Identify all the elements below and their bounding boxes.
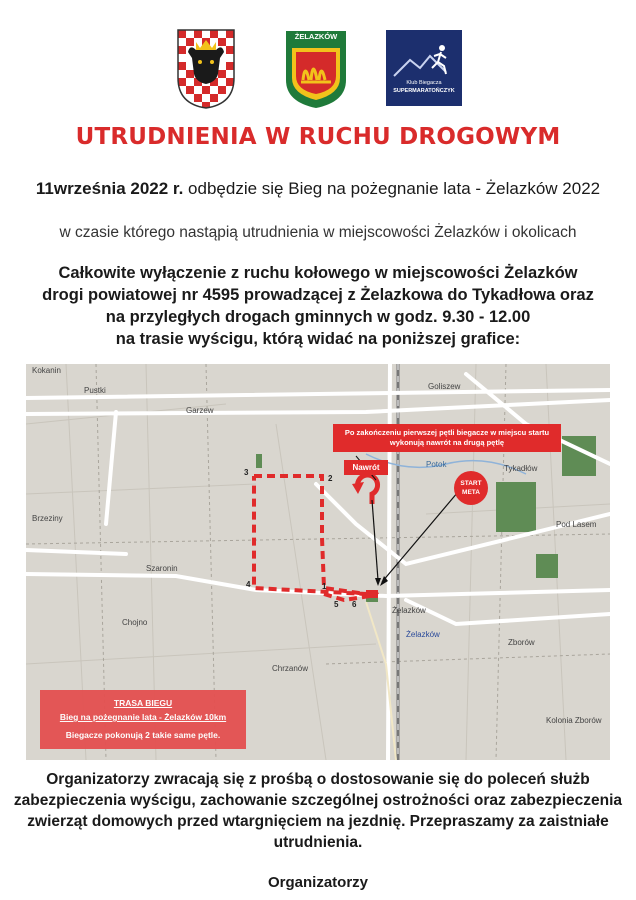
finish-label: META	[462, 489, 480, 496]
club-logo	[386, 30, 462, 106]
route-point-5: 5	[334, 600, 339, 609]
map-place-label: Kokanin	[32, 366, 61, 375]
footer-line-1: Organizatorzy zwracają się z prośbą o dostosowanie się do poleceń służb	[46, 771, 590, 788]
map-place-label: Chojno	[122, 618, 148, 627]
map-place-label: Chrzanów	[272, 664, 309, 673]
map-place-label: Szaronin	[146, 564, 178, 573]
logo-bar	[0, 28, 636, 118]
map-place-label: Potok	[426, 460, 447, 469]
legend-note: Biegacze pokonują 2 takie same pętle.	[65, 730, 221, 740]
forest-patch	[536, 554, 558, 578]
turnaround-icon	[358, 475, 378, 504]
map-place-label: Żelazków	[392, 606, 426, 615]
turnaround-label: Nawrót	[344, 460, 388, 475]
route-path	[254, 476, 366, 594]
turnaround-arrowhead	[352, 482, 364, 494]
forest-patch	[496, 482, 536, 532]
map-place-label: Tykadłów	[504, 464, 538, 473]
closure-line-2: drogi powiatowej nr 4595 prowadzącej z Żelazkowa do Tykadłowa oraz	[42, 286, 594, 304]
event-description: odbędzie się Bieg na pożegnanie lata - Żelazków 2022	[183, 179, 601, 198]
route-legend	[40, 690, 246, 749]
start-finish-badge	[454, 471, 488, 505]
loop-notice: Po zakończeniu pierwszej pętli biegacze w miejscu startu wykonują nawrót na drugą pętlę	[333, 424, 561, 452]
map-place-label: Pod Lasem	[556, 520, 597, 529]
club-name-line1: Klub Biegacza	[406, 80, 442, 86]
footer-line-3: zwierząt domowych przed wtargnięciem na jezdnię. Przepraszamy za zaistniałe	[27, 813, 609, 830]
route-point-2: 2	[328, 474, 333, 483]
closure-line-3: na przyległych drogach gminnych w godz. 9.30 - 12.00	[105, 308, 531, 326]
map-place-label: Brzeziny	[32, 514, 63, 523]
footer-line-4: utrudnienia.	[273, 834, 363, 851]
closure-line-1: Całkowite wyłączenie z ruchu kołowego w miejscowości Żelazków	[58, 264, 578, 282]
event-date: 11września 2022 r.	[35, 179, 184, 198]
map-place-label: Zborów	[508, 638, 535, 647]
map-place-label: Goliszew	[428, 382, 461, 391]
map-place-label: Żelazków	[406, 630, 440, 639]
runner-icon	[386, 36, 462, 86]
map-place-label: Kolonia Zborów	[546, 716, 602, 725]
event-disruption-note: w czasie którego nastąpią utrudnienia w miejscowości Żelazków i okolicach	[59, 224, 577, 241]
legend-title: TRASA BIEGU	[113, 698, 173, 708]
road-closure-info	[10, 262, 626, 350]
zelazkow-crest-label: ŻELAZKÓW	[294, 32, 338, 41]
map-place-label: Garzew	[186, 406, 214, 415]
route-point-4: 4	[246, 580, 251, 589]
closure-line-4: na trasie wyścigu, którą widać na poniższej grafice:	[115, 330, 521, 348]
club-name-line2: SUPERMARATOŃCZYK	[393, 88, 455, 94]
start-label: START	[460, 480, 482, 487]
gmina-crest-logo	[176, 28, 236, 110]
route-map	[26, 364, 610, 760]
signature: Organizatorzy	[267, 874, 369, 891]
footer-line-2: zabezpieczenia wyścigu, zachowanie szczególnej ostrożności oraz zabezpieczenia	[13, 792, 623, 809]
page-title: UTRUDNIENIA W RUCHU DROGOWYM	[75, 124, 561, 150]
route-point-1: 1	[322, 582, 327, 591]
route-point-6: 6	[352, 600, 357, 609]
forest-patch	[256, 454, 262, 468]
organizer-request	[10, 769, 626, 853]
event-announcement	[0, 179, 636, 199]
map-place-label: Pustki	[84, 386, 106, 395]
route-point-3: 3	[244, 468, 249, 477]
legend-race-name: Bieg na pożegnanie lata - Żelazków 10km	[59, 712, 227, 722]
start-meta-marker	[366, 590, 378, 598]
